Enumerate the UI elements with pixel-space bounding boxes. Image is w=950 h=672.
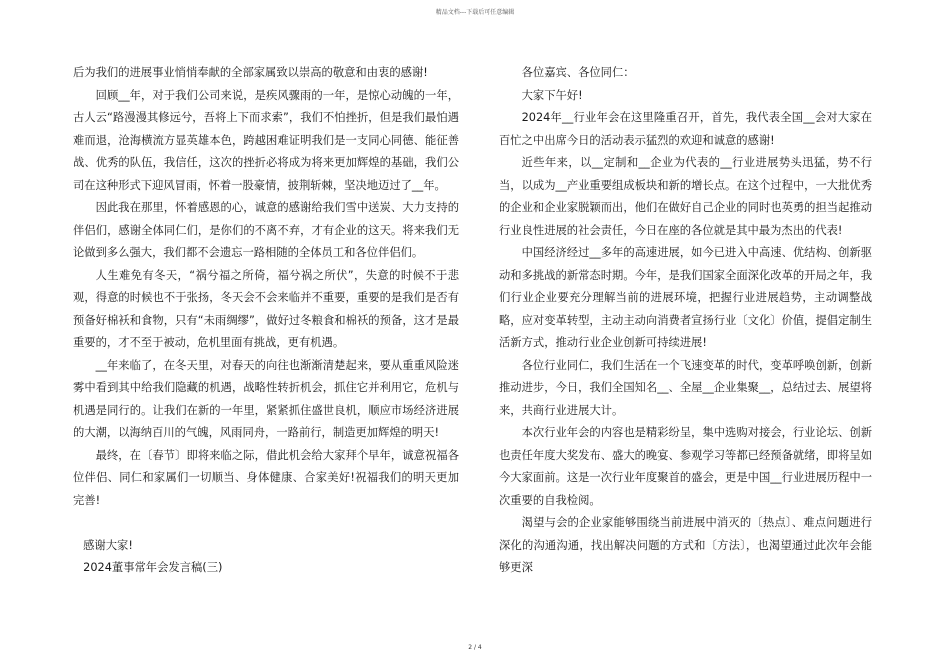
paragraph: 最终，在〔春节〕即将来临之际，借此机会给大家拜个早年，诚意祝福各位伴侣、同仁和家属们一切顺当、身体健康、合家美好!祝福我们的明天更加完善! (73, 448, 459, 507)
paragraph: 近些年来，以__定制和__企业为代表的__行业进展势头迅猛，势不行当，以成为__产业重要组成板块和新的增长点。在这个过程中，一大批优秀的企业和企业家脱颖而出，他们在做好自己企业的同时也英勇的担当起推动行业良性进展的社会责任，今日在座的各位就是其中最为杰出的代表! (499, 156, 872, 237)
paragraph: 2024年__行业年会在这里隆重召开，首先，我代表全国__会对大家在百忙之中出席今日的活动表示猛烈的欢迎和诚意的感谢! (499, 111, 872, 147)
paragraph: 回顾__年，对于我们公司来说，是疾风骤雨的一年，是惊心动魄的一年，古人云“路漫漫其修远兮，吾将上下而求索”，我们不怕挫折，但是我们最怕遇难而退，沧海横流方显英雄本色，跨越困难证明我们是一支同心同德、能征善战、优秀的队伍，我信任，这次的挫折必将成为将来更加辉煌的基础，我们公司在这种形式下迎风冒雨，怀着一股豪情，披荆斩棘，坚决地迈过了__年。 (73, 88, 459, 192)
paragraph: 各位行业同仁，我们生活在一个飞速变革的时代，变革呼唤创新，创新推动进步，今日，我们全国知名__、全屋__企业集聚__，总结过去、展望将来，共商行业进展大计。 (499, 358, 872, 417)
left-column (73, 62, 459, 580)
paragraph: 渴望与会的企业家能够围绕当前进展中消灭的〔热点〕、难点问题进行深化的沟通沟通，找出解决问题的方式和〔方法〕，也渴望通过此次年会能够更深 (499, 516, 872, 574)
paragraph: 后为我们的进展事业悄悄奉献的全部家属致以崇高的敬意和由衷的感谢! (73, 66, 428, 79)
right-column (499, 62, 872, 580)
spacer (73, 512, 459, 535)
greeting: 大家下午好! (521, 88, 583, 102)
paragraph: __年来临了，在冬天里，对春天的向往也渐渐清楚起来，要从重重风险迷雾中看到其中给我们隐藏的机遇，战略性转折机会，抓住它并利用它，危机与机遇是同行的。让我们在新的一年里，紧紧抓住盛世良机，顺应市场经济进展的大潮，以海纳百川的气魄，风雨同舟，一路前行，制造更加辉煌的明天! (73, 358, 459, 439)
closing-line: 感谢大家! (83, 538, 133, 552)
paragraph: 因此我在那里，怀着感恩的心，诚意的感谢给我们雪中送炭、大力支持的伴侣们，感谢全体同仁们，是你们的不离不弃，才有企业的这天。将来我们无论做到多么强大，我们都不会遗忘一路相随的全体员工和各位伴侣们。 (73, 201, 459, 259)
paragraph: 中国经济经过__多年的高速进展，如今已进入中高速、优结构、创新驱动和多挑战的新常态时期。今年，是我们国家全面深化改革的开局之年，我们行业企业要充分理解当前的进展环境，把握行业进展趋势，主动调整战略，应对变革转型，主动主动向消费者宣扬行业〔文化〕价值，提倡定制生活新方式，推动行业企业创新可持续进展! (499, 246, 872, 349)
page-number: 2 / 4 (468, 644, 482, 651)
section-title: 2024董事常年会发言稿(三) (83, 561, 223, 574)
paragraph: 人生难免有冬天，“祸兮福之所倚，福兮祸之所伏”，失意的时候不于悲观，得意的时候也不于张扬，冬天会不会来临并不重要，重要的是我们是否有预备好棉袄和食物，只有“未雨绸缪”，做好过冬粮食和棉袄的预备，这才是最重要的，才不至于被动，危机里面有挑战，更有机遇。 (73, 268, 459, 349)
page-header: 精品文档---下载后可任意编辑 (435, 9, 515, 16)
salutation: 各位嘉宾、各位同仁： (521, 66, 635, 79)
paragraph: 本次行业年会的内容也是精彩纷呈，集中选购对接会，行业论坛、创新也责任年度大奖发布、盛大的晚宴、参观学习等都已经预备就绪，即将呈如今大家面前。这是一次行业年度聚首的盛会，更是中国__行业进展历程中一次重要的自我检阅。 (499, 426, 872, 507)
